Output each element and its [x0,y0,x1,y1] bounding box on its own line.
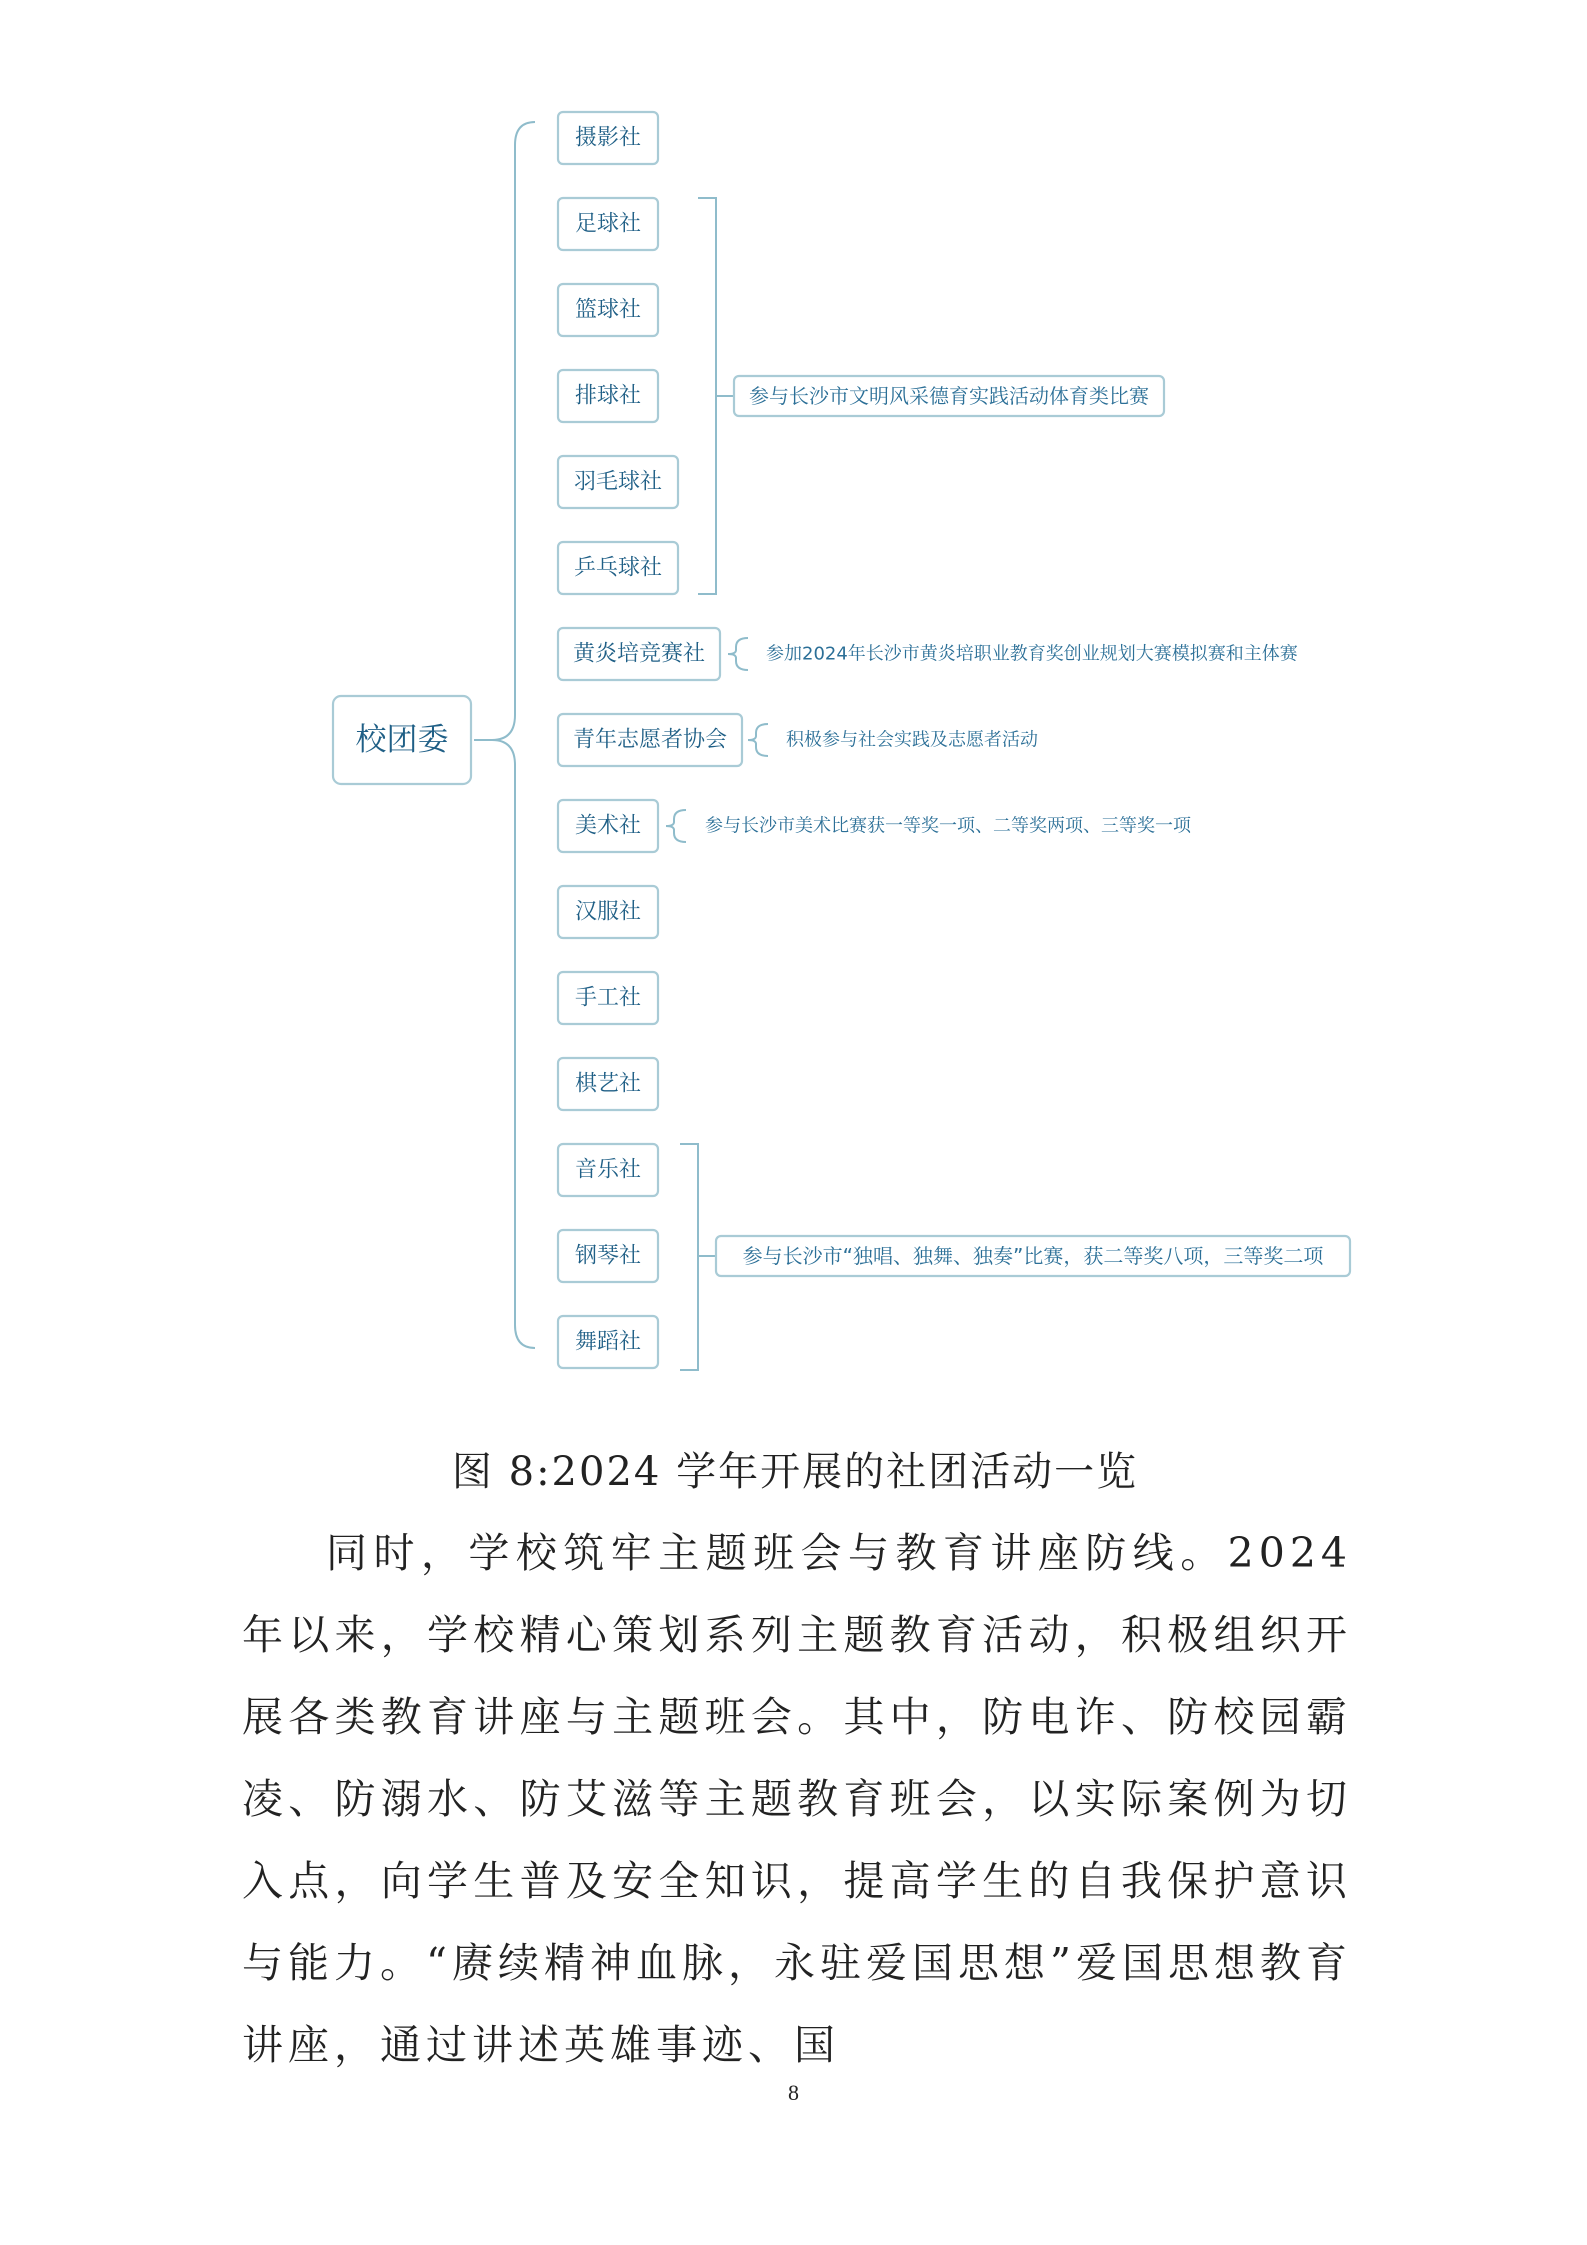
club-node-basketball [558,284,658,336]
art-brace [666,810,686,842]
club-label: 黄炎培竞赛社 [572,641,706,667]
main-brace [492,122,535,1348]
club-node-table-tennis [558,542,678,594]
note-volunteer-label: 积极参与社会实践及志愿者活动 [786,729,1038,751]
club-label: 美术社 [574,813,642,839]
club-label: 足球社 [574,211,642,237]
club-label: 钢琴社 [574,1243,642,1269]
figure-caption: 图 8:2024 学年开展的社团活动一览 [451,1449,1139,1495]
club-label: 青年志愿者协会 [572,727,728,753]
note-sports [734,376,1164,416]
club-label: 音乐社 [574,1157,642,1183]
club-label: 排球社 [574,383,642,409]
club-node-football [558,198,658,250]
note-sports-label: 参与长沙市文明风采德育实践活动体育类比赛 [749,384,1149,408]
club-label: 篮球社 [574,297,642,323]
club-node-dance [558,1316,658,1368]
club-label: 摄影社 [574,125,642,151]
note-art-label: 参与长沙市美术比赛获一等奖一项、二等奖两项、三等奖一项 [705,815,1191,837]
page-number: 8 [788,2080,799,2105]
club-label: 棋艺社 [574,1071,642,1097]
sports-bracket [698,198,716,594]
club-node-hanfu [558,886,658,938]
volunteer-brace [748,724,768,756]
note-music-label: 参与长沙市“独唱、独舞、独奏”比赛，获二等奖八项，三等奖二项 [742,1244,1324,1268]
note-huangyanpei-label: 参加2024年长沙市黄炎培职业教育奖创业规划大赛模拟赛和主体赛 [766,643,1298,665]
club-node-art [558,800,658,852]
club-node-handcraft [558,972,658,1024]
club-label: 乒乓球社 [573,555,663,581]
club-node-badminton [558,456,678,508]
root-node [333,696,471,784]
club-node-photography [558,112,658,164]
body-paragraph: 同时，学校筑牢主题班会与教育讲座防线。2024 年以来，学校精心策划系列主题教育活动，积极组织开展各类教育讲座与主题班会。其中，防电诈、防校园霸凌、防溺水、防艾滋等主题教育班会，以实际案例为切入点，向学生普及安全知识，提高学生的自我保护意识与能力。“赓续精神血脉，永驻爱国思想”爱国思想教育讲座，通过讲述英雄事迹、国 [242,1529,1352,2069]
club-label: 羽毛球社 [573,469,663,495]
music-bracket [680,1144,698,1370]
root-label: 校团委 [355,722,449,758]
club-node-music [558,1144,658,1196]
club-node-volunteer [558,714,742,766]
club-node-chess [558,1058,658,1110]
huangyanpei-brace [728,638,748,670]
club-node-piano [558,1230,658,1282]
club-node-volleyball [558,370,658,422]
club-label: 舞蹈社 [574,1329,642,1355]
club-label: 手工社 [574,985,642,1011]
club-label: 汉服社 [574,899,642,925]
club-node-huangyanpei [558,628,720,680]
note-music [716,1236,1350,1276]
